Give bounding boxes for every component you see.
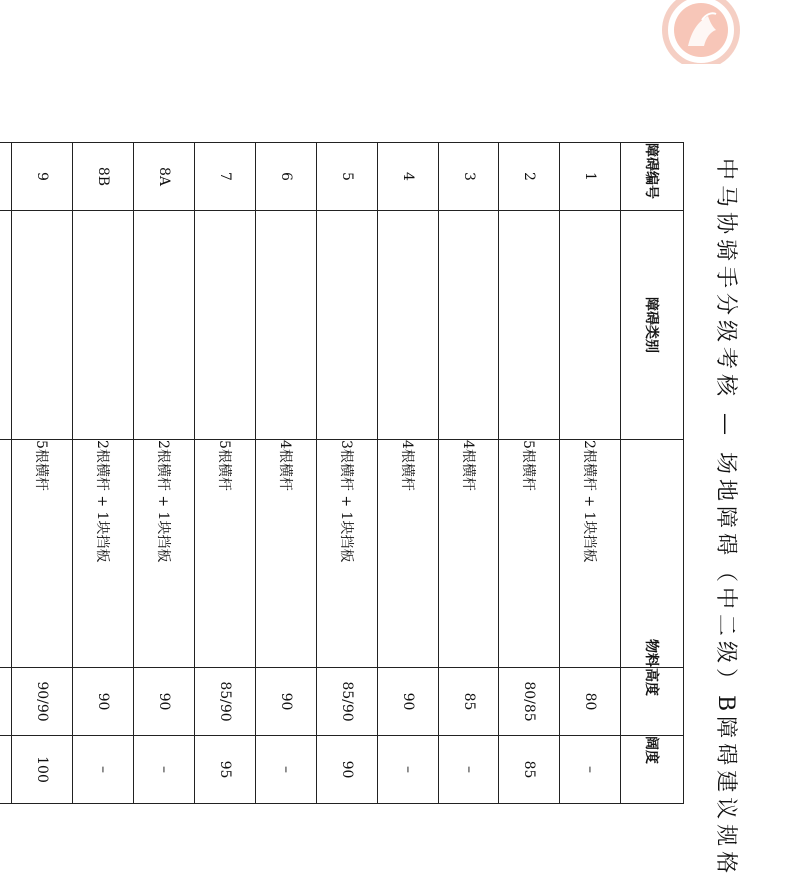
cell-height: 85/90 [316,668,377,736]
cell-type [499,211,560,440]
cell-width: – [133,736,194,804]
cell-number: 9 [11,143,72,211]
table-row [133,143,194,804]
cell-type [133,211,194,440]
table-row [11,143,72,804]
table-row [194,143,255,804]
cell-material: 2根横杆 + 1块挡板 [133,440,194,668]
cell-type [194,211,255,440]
cell-number: 6 [255,143,316,211]
cell-height: 90 [72,668,133,736]
cell-width: – [72,736,133,804]
cell-material: 5根横杆 [11,440,72,668]
cell-height: 85 [438,668,499,736]
cell-height: 90 [133,668,194,736]
cell-material: 2根横杆 + 1块挡板 [560,440,621,668]
cell-number: 4 [377,143,438,211]
cell-width: – [255,736,316,804]
obstacle-spec-table [0,142,684,804]
association-logo [658,0,744,64]
table-row [72,143,133,804]
cell-number: 1 [560,143,621,211]
cell-number: 2 [499,143,560,211]
table-row [377,143,438,804]
cell-material: 2根横杆 + 1块挡板 [72,440,133,668]
cell-material [0,440,11,668]
cell-material: 3根横杆 + 1块挡板 [316,440,377,668]
cell-type [560,211,621,440]
cell-type [11,211,72,440]
cell-type [72,211,133,440]
cell-type [377,211,438,440]
cell-material: 5根横杆 [194,440,255,668]
header-width: 阔度 [621,736,684,804]
cell-width: – [377,736,438,804]
header-type: 障碍类别 [621,211,684,440]
header-material: 物料 [621,440,684,668]
cell-width: 100 [11,736,72,804]
cell-height: 80/85 [499,668,560,736]
cell-number: 7 [194,143,255,211]
cell-type [0,211,11,440]
table-row [499,143,560,804]
cell-type [438,211,499,440]
cell-material: 4根横杆 [438,440,499,668]
cell-number: 8A [133,143,194,211]
cell-type [255,211,316,440]
cell-type [316,211,377,440]
cell-width: 90 [316,736,377,804]
cell-number [0,143,11,211]
table-header-row [621,143,684,804]
table-row [560,143,621,804]
cell-height: 90/90 [11,668,72,736]
table-row [0,143,11,804]
cell-material: 5根横杆 [499,440,560,668]
cell-material: 4根横杆 [377,440,438,668]
cell-number: 5 [316,143,377,211]
cell-width: – [438,736,499,804]
cell-height: 85/90 [194,668,255,736]
cell-height: 90 [377,668,438,736]
cell-material: 4根横杆 [255,440,316,668]
cell-width: 95 [194,736,255,804]
cell-width [0,736,11,804]
header-height: 高度 [621,668,684,736]
cell-number: 3 [438,143,499,211]
header-number: 障碍编号 [621,143,684,211]
cell-height: 80 [560,668,621,736]
cell-height [0,668,11,736]
cell-width: 85 [499,736,560,804]
table-row [316,143,377,804]
page-title: 中马协骑手分级考核 — 场地障碍（中二级）B障碍建议规格 [713,158,738,878]
table-row [255,143,316,804]
cell-width: – [560,736,621,804]
table-row [438,143,499,804]
cell-height: 90 [255,668,316,736]
cell-number: 8B [72,143,133,211]
